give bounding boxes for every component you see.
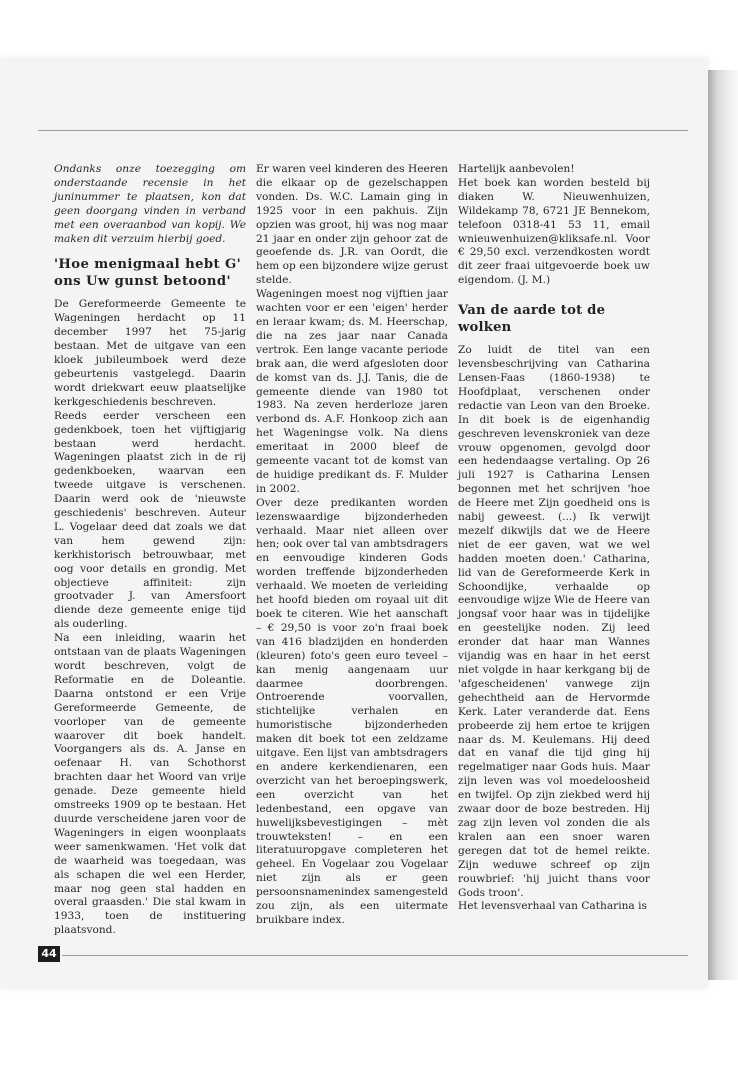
paragraph: Hartelijk aanbevolen! xyxy=(458,163,575,175)
paragraph: Wageningen moest nog vijftien jaar wachten voor er een 'eigen' herder en leraar kwam; ds. M. Heerschap, die na zes jaar naar Canada vertrok. Een lange vacante periode brak aan, die werd afgesloten door de komst van ds. J.J. Tanis, die de gemeente diende van 1980 tot 1983. Na zeven herderloze jaren verbond ds. A.F. Honkoop zich aan het Wageningse volk. Na diens emeritaat in 2000 bleef de gemeente vacant tot de komst van de huidige predikant ds. F. Mulder in 2002. xyxy=(256,288,448,495)
bottom-rule xyxy=(62,955,688,956)
page-number: 44 xyxy=(38,946,60,962)
column-3 xyxy=(458,163,650,914)
paragraph: Het levensverhaal van Catharina is xyxy=(458,900,647,913)
editorial-note: Ondanks onze toezegging om onderstaande recensie in het juninummer te plaatsen, kon dat geen doorgang vinden in verband met een overaanbod van kopij. We maken dit verzuim hierbij goed. xyxy=(54,163,246,245)
review-heading-2: Van de aarde tot de wolken xyxy=(458,303,606,336)
paragraph: Zo luidt de titel van een levensbeschrijving van Catharina Lensen-Faas (1860-1938) te Hoofdplaat, verschenen onder redactie van Leon van den Broeke. In dit boek is de eigenhandig geschreven levenskroniek van deze vrouw opgenomen, gevolgd door een hedendaagse vertaling. Op 26 juli 1927 is Catharina Lensen begonnen met het schrijven 'hoe de Heere met Zijn goedheid ons is nabij geweest. (...) Ik verwijt mezelf dikwijls dat we de Heere niet de eer gaven, wat we wel hadden moeten doen.' Catharina, lid van de Gereformeerde Kerk in Schoondijke, verhaalde op eenvoudige wijze Wie de Heere van jongsaf voor haar was in tijdelijke en geestelijke noden. Zij leed eronder dat haar man Wannes vijandig was en haar in het eerst niet volgde in haar kerkgang bij de 'afgescheidenen' vanwege zijn gehechtheid aan de Hervormde Kerk. Later veranderde dat. Eens probeerde zij hem ertoe te krijgen naar ds. M. Keulemans. Hij deed dat en vanaf die tijd ging hij regelmatiger naar Gods huis. Maar zijn leven was vol moedeloosheid en twijfel. Op zijn ziekbed werd hij zwaar door de boze bestreden. Hij zag zijn leven vol zonden die als kralen aan een snoer waren geregen dat tot de hemel reikte. Zijn weduwe schreef op zijn rouwbrief: 'hij juicht thans voor Gods troon'. xyxy=(458,344,650,899)
top-rule xyxy=(38,130,688,131)
page-edge-shadow xyxy=(708,70,738,980)
paragraph: Het boek kan worden besteld bij diaken W. Nieuwenhuizen, Wildekamp 78, 6721 JE Bennekom, telefoon 0318-41 53 11, email wnieuwenhuizen@kliksafe.nl. Voor € 29,50 excl. verzendkosten wordt dit zeer fraai uitgevoerde boek uw eigendom. (J. M.) xyxy=(458,176,650,287)
column-2 xyxy=(256,163,448,928)
review-heading-1: 'Hoe menigmaal hebt G' ons Uw gunst betoond' xyxy=(54,257,242,290)
column-1 xyxy=(54,163,246,938)
paragraph: Er waren veel kinderen des Heeren die elkaar op de gezelschappen vonden. Ds. W.C. Lamain ging in 1925 voor in een pakhuis. Zijn opzien was groot, hij was nog maar 21 jaar en onder zijn gehoor zat de geoefende ds. J.R. van Oordt, die hem op een bijzondere wijze gerust stelde. xyxy=(256,163,448,287)
paragraph: Over deze predikanten worden lezenswaardige bijzonderheden verhaald. Maar niet alleen over hen; ook over tal van ambtsdragers en eenvoudige kinderen Gods worden treffende bijzonderheden verhaald. We moeten de verleiding het hoofd bieden om royaal uit dit boek te citeren. Wie het aanschaft – € 29,50 is voor zo'n fraai boek van 416 bladzijden en honderden (kleuren) foto's geen euro teveel – kan menig aangenaam uur daarmee doorbrengen. Ontroerende voorvallen, stichtelijke verhalen en humoristische bijzonderheden maken dit boek tot een zeldzame uitgave. Een lijst van ambtsdragers en andere kerkendienaren, een overzicht van het beroepingswerk, een overzicht van het ledenbestand, een opgave van huwelijksbevestigingen – mèt trouwteksten! – en een literatuuropgave completeren het geheel. En Vogelaar zou Vogelaar niet zijn als er geen persoonsnamenindex samengesteld zou zijn, als een uitermate bruikbare index. xyxy=(256,496,448,926)
paragraph: De Gereformeerde Gemeente te Wageningen herdacht op 11 december 1997 het 75-jarig bestaan. Met de uitgave van een kloek jubileumboek werd deze gebeurtenis vastgelegd. Daarin wordt driekwart eeuw plaatselijke kerkgeschiedenis beschreven. xyxy=(54,298,246,408)
paragraph: Reeds eerder verscheen een gedenkboek, toen het vijftigjarig bestaan werd herdacht. Wageningen plaatst zich in de rij gedenkboeken, waarvan een tweede uitgave is verschenen. Daarin werd ook de 'nieuwste geschiedenis' beschreven. Auteur L. Vogelaar deed dat zoals we dat van hem gewend zijn: kerkhistorisch betrouwbaar, met oog voor details en grondig. Met objectieve affiniteit: zijn grootvader J. van Amersfoort diende deze gemeente enige tijd als ouderling. xyxy=(54,409,246,631)
paragraph: Na een inleiding, waarin het ontstaan van de plaats Wageningen wordt beschreven, volgt de Reformatie en de Doleantie. Daarna ontstond er een Vrije Gereformeerde Gemeente, de voorloper van de gemeente waarover dit boek handelt. Voorgangers als ds. A. Janse en oefenaar H. van Schothorst brachten daar het Woord van vrije genade. Deze gemeente hield omstreeks 1909 op te bestaan. Het duurde verscheidene jaren voor de Wageningers in eigen woonplaats weer samenkwamen. 'Het volk dat de waarheid was toegedaan, was als schapen die wel een Herder, maar nog geen stal hadden en overal graasden.' Die stal kwam in 1933, toen de instituering plaatsvond. xyxy=(54,632,246,937)
